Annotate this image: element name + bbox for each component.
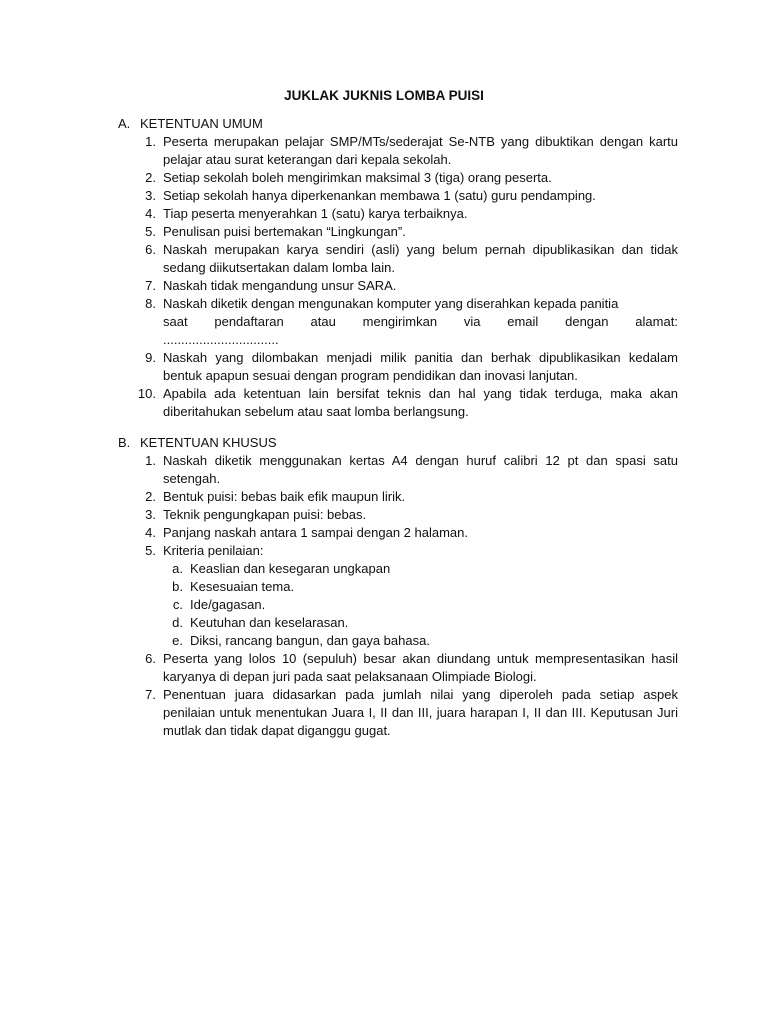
word: email <box>507 314 539 329</box>
criteria-item <box>163 578 678 596</box>
list-item <box>118 542 678 650</box>
list-item <box>118 295 678 349</box>
list-item <box>118 452 678 488</box>
item-text: Peserta yang lolos 10 (sepuluh) besar akan diundang untuk mempresentasikan hasil karyanya di depan juri pada saat pelaksanaan Olimpiade Biologi. <box>163 651 678 684</box>
item-text: Bentuk puisi: bebas baik efik maupun lirik. <box>163 489 406 504</box>
item-text: Naskah tidak mengandung unsur SARA. <box>163 278 397 293</box>
criteria-letter: a. <box>172 561 183 576</box>
item-text: Panjang naskah antara 1 sampai dengan 2 halaman. <box>163 525 468 540</box>
item-number: 10. <box>137 386 156 401</box>
item-number: 7. <box>145 278 156 293</box>
list-item <box>118 205 678 223</box>
item-text: Naskah merupakan karya sendiri (asli) yang belum pernah dipublikasikan dan tidak sedang diikutsertakan dalam lomba lain. <box>163 242 678 275</box>
word: pendaftaran <box>214 314 284 329</box>
item-number: 6. <box>145 242 156 257</box>
section-title: KETENTUAN UMUM <box>140 116 263 131</box>
criteria-letter: b. <box>172 579 183 594</box>
item-number: 2. <box>145 170 156 185</box>
section-letter: A. <box>118 116 131 131</box>
criteria-item <box>163 632 678 650</box>
item-text <box>163 295 678 349</box>
item-text: Penulisan puisi bertemakan “Lingkungan”. <box>163 224 406 239</box>
list-item <box>118 169 678 187</box>
section-heading <box>118 115 678 133</box>
list-item <box>118 187 678 205</box>
list-item <box>118 385 678 421</box>
word: alamat: <box>635 314 678 329</box>
item-number: 2. <box>145 489 156 504</box>
list-item <box>118 277 678 295</box>
item-number: 8. <box>145 296 156 311</box>
word: saat <box>163 314 188 329</box>
criteria-heading: Kriteria penilaian: <box>163 543 264 558</box>
item-number: 9. <box>145 350 156 365</box>
list-item <box>118 506 678 524</box>
rules-list <box>118 452 678 740</box>
list-item <box>118 524 678 542</box>
item-number: 6. <box>145 651 156 666</box>
word: atau <box>310 314 336 329</box>
item-text-line-spread <box>163 313 678 331</box>
list-item <box>118 133 678 169</box>
criteria-item <box>163 614 678 632</box>
item-text: Setiap sekolah hanya diperkenankan membawa 1 (satu) guru pendamping. <box>163 188 596 203</box>
item-number: 4. <box>145 206 156 221</box>
section-letter: B. <box>118 435 131 450</box>
criteria-letter: e. <box>172 633 183 648</box>
list-item <box>118 488 678 506</box>
item-number: 4. <box>145 525 156 540</box>
item-text-line: Naskah diketik dengan mengunakan komputer yang diserahkan kepada panitia <box>163 296 619 311</box>
item-number: 3. <box>145 507 156 522</box>
item-text: Teknik pengungkapan puisi: bebas. <box>163 507 367 522</box>
item-text: Peserta merupakan pelajar SMP/MTs/sederajat Se-NTB yang dibuktikan dengan kartu pelajar atau surat keterangan dari kepala sekolah. <box>163 134 678 167</box>
criteria-text: Keutuhan dan keselarasan. <box>190 615 349 630</box>
item-number: 3. <box>145 188 156 203</box>
list-item <box>118 686 678 740</box>
item-number: 5. <box>145 543 156 558</box>
item-text: Tiap peserta menyerahkan 1 (satu) karya terbaiknya. <box>163 206 468 221</box>
item-text: Setiap sekolah boleh mengirimkan maksimal 3 (tiga) orang peserta. <box>163 170 552 185</box>
criteria-text: Kesesuaian tema. <box>190 579 295 594</box>
criteria-item <box>163 560 678 578</box>
criteria-text: Diksi, rancang bangun, dan gaya bahasa. <box>190 633 430 648</box>
item-text: Naskah yang dilombakan menjadi milik panitia dan berhak dipublikasikan kedalam bentuk apapun sesuai dengan program pendidikan dan inovasi lanjutan. <box>163 350 678 383</box>
document-title: JUKLAK JUKNIS LOMBA PUISI <box>284 88 484 103</box>
word: via <box>463 314 481 329</box>
word: dengan <box>565 314 609 329</box>
list-item <box>118 223 678 241</box>
item-text: Naskah diketik menggunakan kertas A4 dengan huruf calibri 12 pt dan spasi satu setengah. <box>163 453 678 486</box>
rules-list <box>118 133 678 421</box>
item-number: 1. <box>145 453 156 468</box>
criteria-item <box>163 596 678 614</box>
list-item <box>118 241 678 277</box>
criteria-letter: d. <box>172 615 183 630</box>
section-heading <box>118 434 678 452</box>
item-number: 5. <box>145 224 156 239</box>
section-ketentuan-khusus <box>118 434 678 740</box>
list-item <box>118 349 678 385</box>
word: mengirimkan <box>362 314 438 329</box>
criteria-list <box>163 560 678 650</box>
list-item <box>118 650 678 686</box>
item-text: Penentuan juara didasarkan pada jumlah nilai yang diperoleh pada setiap aspek penilaian untuk menentukan Juara I, II dan III, juara harapan I, II dan III. Keputusan Juri mutlak dan tidak dapat diganggu gugat. <box>163 687 678 738</box>
item-text <box>163 542 678 650</box>
criteria-text: Ide/gagasan. <box>190 597 266 612</box>
criteria-text: Keaslian dan kesegaran ungkapan <box>190 561 391 576</box>
item-number: 7. <box>145 687 156 702</box>
section-ketentuan-umum <box>118 115 678 421</box>
section-title: KETENTUAN KHUSUS <box>140 435 277 450</box>
email-placeholder-dots: ................................ <box>163 332 279 347</box>
criteria-letter: c. <box>172 597 183 612</box>
item-text: Apabila ada ketentuan lain bersifat teknis dan hal yang tidak terduga, maka akan diberitahukan sebelum atau saat lomba berlangsung. <box>163 386 678 419</box>
item-number: 1. <box>145 134 156 149</box>
